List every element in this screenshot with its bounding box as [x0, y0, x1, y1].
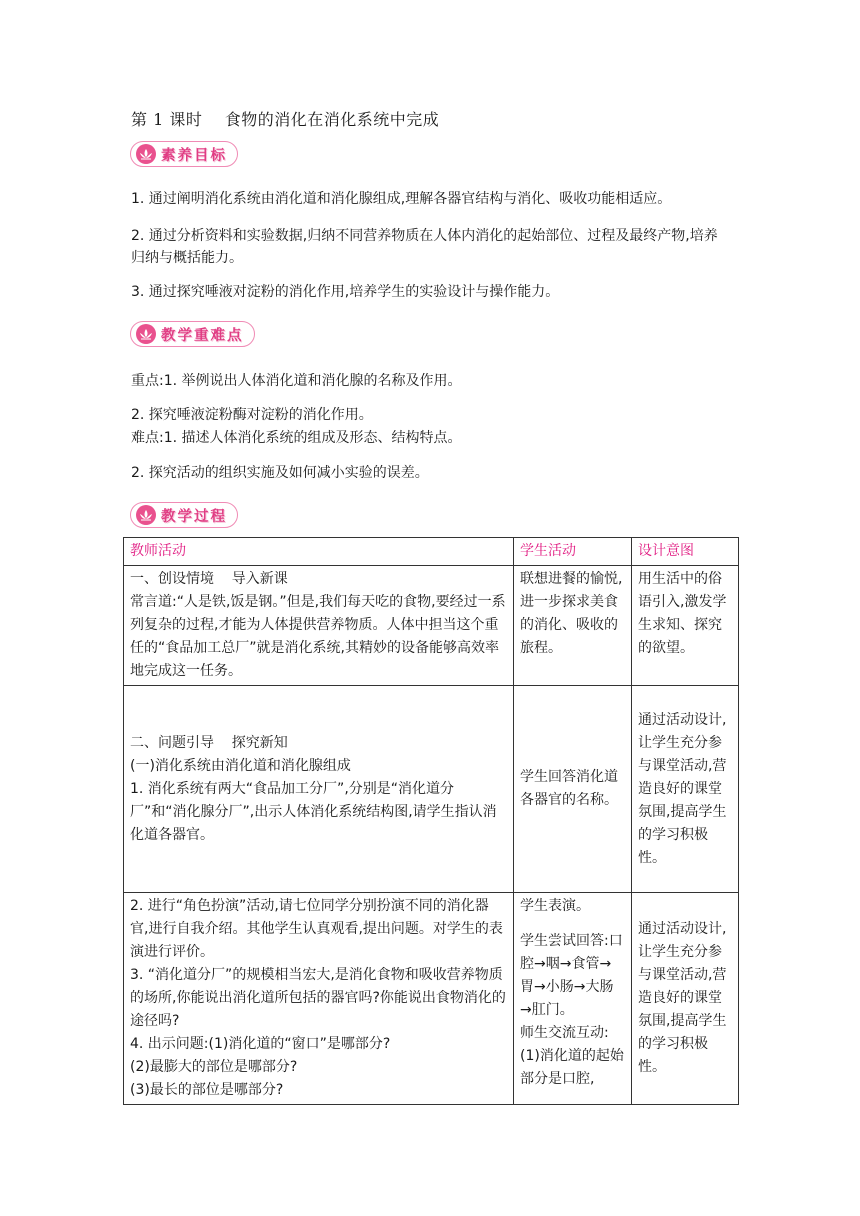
header-teacher: 教师活动 [124, 538, 514, 566]
teacher-cell [124, 893, 514, 1105]
badge-label: 素养目标 [161, 147, 227, 164]
section-badge-keypoints [130, 321, 255, 347]
cell-text: (2)最膨大的部位是哪部分? [130, 1059, 298, 1075]
table-row [124, 686, 739, 893]
cell-text: 学生表演。 [520, 898, 590, 914]
cell-text: 3. “消化道分厂”的规模相当宏大,是消化食物和吸收营养物质的场所,你能说出消化道所包括的器官吗?你能说出食物消化的途径吗? [130, 967, 506, 1029]
difficulty-2: 2. 探究活动的组织实施及如何减小实验的误差。 [131, 465, 429, 481]
goal-3: 3. 通过探究唾液对淀粉的消化作用,培养学生的实验设计与操作能力。 [131, 284, 560, 300]
goal-1: 1. 通过阐明消化系统由消化道和消化腺组成,理解各器官结构与消化、吸收功能相适应。 [131, 191, 672, 207]
table-row [124, 566, 739, 686]
teacher-cell [124, 686, 514, 893]
table-header-row [124, 538, 739, 566]
student-cell [514, 893, 632, 1105]
cell-text: 4. 出示问题:(1)消化道的“窗口”是哪部分? [130, 1036, 391, 1052]
student-cell: 联想进餐的愉悦,进一步探求美食的消化、吸收的旅程。 [514, 566, 632, 686]
lotus-icon [136, 144, 156, 164]
cell-text: 学生尝试回答:口腔→咽→食管→胃→小肠→大肠→肛门。 [520, 933, 623, 1018]
cell-heading: 二、问题引导 探究新知 [130, 734, 288, 751]
intent-cell: 通过活动设计,让学生充分参与课堂活动,营造良好的课堂氛围,提高学生的学习积极性。 [632, 893, 739, 1105]
key-point-1: 重点:1. 举例说出人体消化道和消化腺的名称及作用。 [131, 373, 462, 389]
header-intent: 设计意图 [632, 538, 739, 566]
cell-text: 师生交流互动:(1)消化道的起始部分是口腔, [520, 1025, 624, 1087]
header-student: 学生活动 [514, 538, 632, 566]
cell-text: 1. 消化系统有两大“食品加工分厂”,分别是“消化道分厂”和“消化腺分厂”,出示人体消化系统结构图,请学生指认消化道各器官。 [130, 780, 497, 843]
goal-2: 2. 通过分析资料和实验数据,归纳不同营养物质在人体内消化的起始部位、过程及最终产物,培养归纳与概括能力。 [131, 228, 718, 266]
badge-label: 教学重难点 [161, 327, 244, 344]
intent-cell: 用生活中的俗语引入,激发学生求知、探究的欲望。 [632, 566, 739, 686]
key-point-2: 2. 探究唾液淀粉酶对淀粉的消化作用。 [131, 407, 373, 423]
lesson-title: 第 1 课时 食物的消化在消化系统中完成 [131, 110, 440, 129]
table-row [124, 893, 739, 1105]
difficulty-1: 难点:1. 描述人体消化系统的组成及形态、结构特点。 [131, 430, 462, 446]
cell-text: (一)消化系统由消化道和消化腺组成 [130, 757, 351, 774]
section-badge-goals [130, 141, 238, 167]
student-cell: 学生回答消化道各器官的名称。 [514, 686, 632, 893]
lotus-icon [136, 505, 156, 525]
intent-cell: 通过活动设计,让学生充分参与课堂活动,营造良好的课堂氛围,提高学生的学习积极性。 [632, 686, 739, 893]
cell-text: 常言道:“人是铁,饭是钢。”但是,我们每天吃的食物,要经过一系列复杂的过程,才能为人体提供营养物质。人体中担当这个重任的“食品加工总厂”就是消化系统,其精妙的设备能够高效率地完成这一任务。 [130, 594, 506, 679]
cell-text: 2. 进行“角色扮演”活动,请七位同学分别扮演不同的消化器官,进行自我介绍。其他学生认真观看,提出问题。对学生的表演进行评价。 [130, 898, 503, 960]
section-badge-process [130, 502, 238, 528]
cell-heading: 一、创设情境 导入新课 [130, 571, 288, 587]
teacher-cell [124, 566, 514, 686]
teaching-process-table [123, 537, 739, 1105]
badge-label: 教学过程 [161, 508, 227, 525]
lotus-icon [136, 324, 156, 344]
cell-text: (3)最长的部位是哪部分? [130, 1082, 284, 1098]
